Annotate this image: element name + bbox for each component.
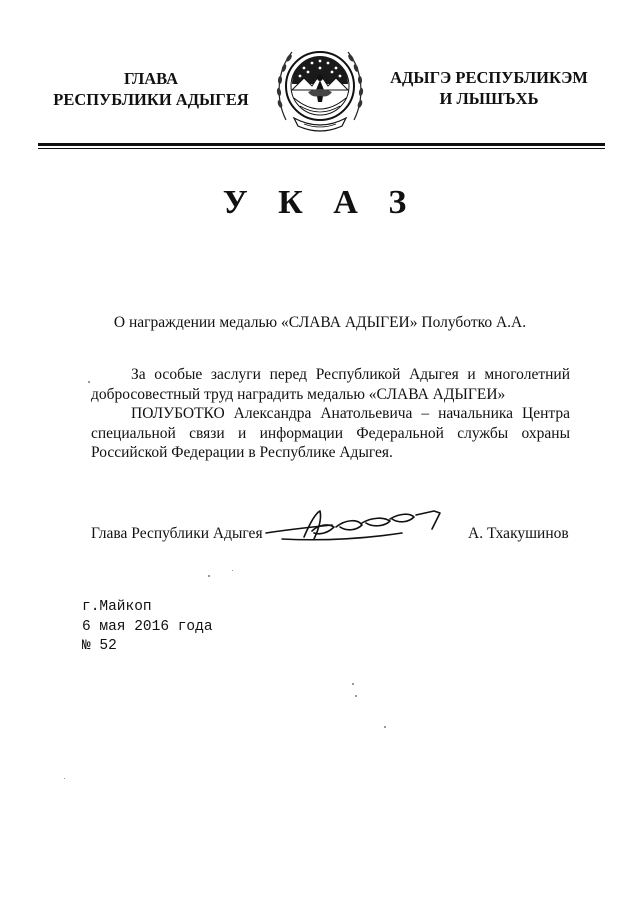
header-right <box>378 67 600 109</box>
scan-speck <box>384 726 386 728</box>
header-left-line2: РЕСПУБЛИКИ АДЫГЕЯ <box>53 90 249 109</box>
header-right-line1: АДЫГЭ РЕСПУБЛИКЭМ <box>390 68 588 87</box>
scan-speck <box>64 778 65 779</box>
document-subject: О награждении медалью «СЛАВА АДЫГЕИ» Полуботко А.А. <box>113 314 527 331</box>
document-title: У К А З <box>222 184 418 221</box>
coat-of-arms-icon <box>270 40 370 134</box>
header-left <box>40 68 262 110</box>
document-footer <box>82 598 213 657</box>
scan-speck <box>355 695 357 697</box>
signatory-position: Глава Республики Адыгея <box>91 525 263 542</box>
scan-speck <box>352 683 354 685</box>
body-line-1: За особые заслуги перед Республикой Адыгея и многолетний <box>131 366 570 383</box>
header-rule-thin <box>38 148 605 149</box>
signatory-name: А. Тхакушинов <box>468 525 569 542</box>
footer-date: 6 мая 2016 года <box>82 618 213 635</box>
header-rule-thick <box>38 143 605 146</box>
body-line-2: добросовестный труд наградить медалью «СЛАВА АДЫГЕИ» <box>91 385 506 403</box>
handwritten-signature-icon <box>262 503 452 547</box>
body-line-4: специальной связи и информации Федеральной службы охраны <box>91 424 570 442</box>
header-left-line1: ГЛАВА <box>123 69 179 88</box>
header-right-line2: И ЛЫШЪХЬ <box>439 89 539 108</box>
scan-speck <box>208 575 210 577</box>
scan-speck <box>88 381 90 383</box>
footer-city: г.Майкоп <box>82 599 152 615</box>
scan-speck <box>232 570 233 571</box>
decree-body <box>91 365 570 463</box>
footer-number: № 52 <box>82 638 117 654</box>
body-line-5: Российской Федерации в Республике Адыгея. <box>91 444 393 461</box>
body-line-3: ПОЛУБОТКО Александра Анатольевича – начальника Центра <box>131 405 570 422</box>
